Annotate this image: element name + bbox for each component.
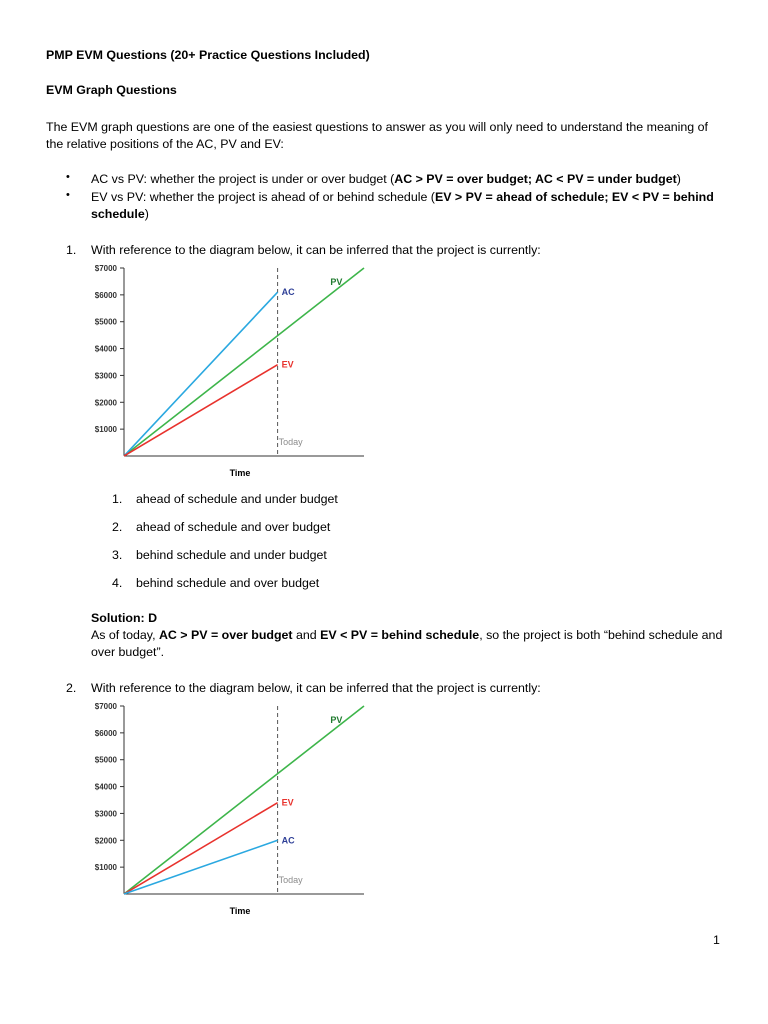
y-tick-label: $6000 bbox=[94, 728, 117, 738]
series-line-pv bbox=[124, 268, 364, 456]
series-line-pv bbox=[124, 706, 364, 894]
y-tick-label: $1000 bbox=[94, 863, 117, 873]
y-tick-label: $2000 bbox=[94, 398, 117, 408]
question-text: With reference to the diagram below, it can be inferred that the project is currently: bbox=[91, 681, 541, 695]
solution-text-line-2: over budget”. bbox=[91, 645, 165, 659]
solution-label: Solution: D bbox=[91, 611, 158, 625]
y-tick-label: $7000 bbox=[94, 264, 117, 273]
page-number: 1 bbox=[713, 933, 720, 947]
question-text: With reference to the diagram below, it can be inferred that the project is currently: bbox=[91, 243, 541, 257]
option-number: 4. bbox=[112, 576, 123, 590]
series-label-ac: AC bbox=[281, 287, 295, 298]
option-text: ahead of schedule and under budget bbox=[136, 492, 338, 506]
option-text: ahead of schedule and over budget bbox=[136, 520, 331, 534]
solution-bold-text: EV < PV = behind schedule bbox=[320, 628, 480, 642]
option-number: 2. bbox=[112, 520, 123, 534]
solution-text: and bbox=[292, 628, 321, 642]
bullet-bold-text: EV > PV = ahead of schedule; EV < PV = behind bbox=[434, 190, 714, 204]
series-line-ev bbox=[124, 365, 278, 456]
series-line-ac bbox=[124, 292, 278, 456]
page-title: PMP EVM Questions (20+ Practice Questions Included) bbox=[46, 48, 370, 62]
section-heading: EVM Graph Questions bbox=[46, 83, 177, 97]
bullet-ev-vs-pv-continued bbox=[91, 206, 149, 223]
y-tick-label: $5000 bbox=[94, 317, 117, 327]
y-tick-label: $6000 bbox=[94, 290, 117, 300]
evm-chart-1 bbox=[70, 258, 380, 483]
bullet-text: ) bbox=[676, 172, 681, 186]
option-number: 1. bbox=[112, 492, 123, 506]
bullet-ev-vs-pv bbox=[91, 189, 714, 206]
bullet-icon: • bbox=[66, 189, 70, 201]
question-number: 2. bbox=[66, 681, 77, 695]
series-label-ev: EV bbox=[281, 797, 294, 808]
bullet-text: AC vs PV: whether the project is under or over budget ( bbox=[91, 172, 395, 186]
bullet-ac-vs-pv bbox=[91, 171, 681, 188]
y-tick-label: $7000 bbox=[94, 702, 117, 711]
intro-text-line-2: the relative positions of the AC, PV and EV: bbox=[46, 137, 284, 151]
y-tick-label: $4000 bbox=[94, 344, 117, 354]
option-text: behind schedule and over budget bbox=[136, 576, 320, 590]
y-tick-label: $1000 bbox=[94, 425, 117, 435]
solution-bold-text: AC > PV = over budget bbox=[158, 628, 293, 642]
y-tick-label: $3000 bbox=[94, 371, 117, 381]
x-axis-label: Time bbox=[229, 468, 251, 478]
question-number: 1. bbox=[66, 243, 77, 257]
bullet-bold-text: AC > PV = over budget; AC < PV = under budget bbox=[394, 172, 677, 186]
x-axis-label: Time bbox=[229, 906, 251, 916]
y-tick-label: $3000 bbox=[94, 809, 117, 819]
solution-text: , so the project is both “behind schedule and bbox=[479, 628, 723, 642]
intro-text-line-1: The EVM graph questions are one of the easiest questions to answer as you will only need to understand the meaning of bbox=[46, 120, 708, 134]
bullet-icon: • bbox=[66, 171, 70, 183]
evm-chart-2 bbox=[70, 696, 380, 921]
today-label: Today bbox=[278, 875, 303, 885]
series-label-pv: PV bbox=[330, 715, 343, 725]
series-label-pv: PV bbox=[330, 277, 343, 287]
bullet-text: EV vs PV: whether the project is ahead of or behind schedule ( bbox=[91, 190, 435, 204]
solution-text-line-1 bbox=[91, 627, 722, 644]
option-number: 3. bbox=[112, 548, 123, 562]
bullet-bold-text: schedule bbox=[91, 207, 145, 221]
bullet-text: ) bbox=[144, 207, 149, 221]
series-label-ev: EV bbox=[281, 359, 294, 370]
series-label-ac: AC bbox=[281, 835, 295, 846]
y-tick-label: $5000 bbox=[94, 755, 117, 765]
solution-text: As of today, bbox=[91, 628, 159, 642]
today-label: Today bbox=[278, 437, 303, 447]
option-text: behind schedule and under budget bbox=[136, 548, 327, 562]
y-tick-label: $2000 bbox=[94, 836, 117, 846]
y-tick-label: $4000 bbox=[94, 782, 117, 792]
